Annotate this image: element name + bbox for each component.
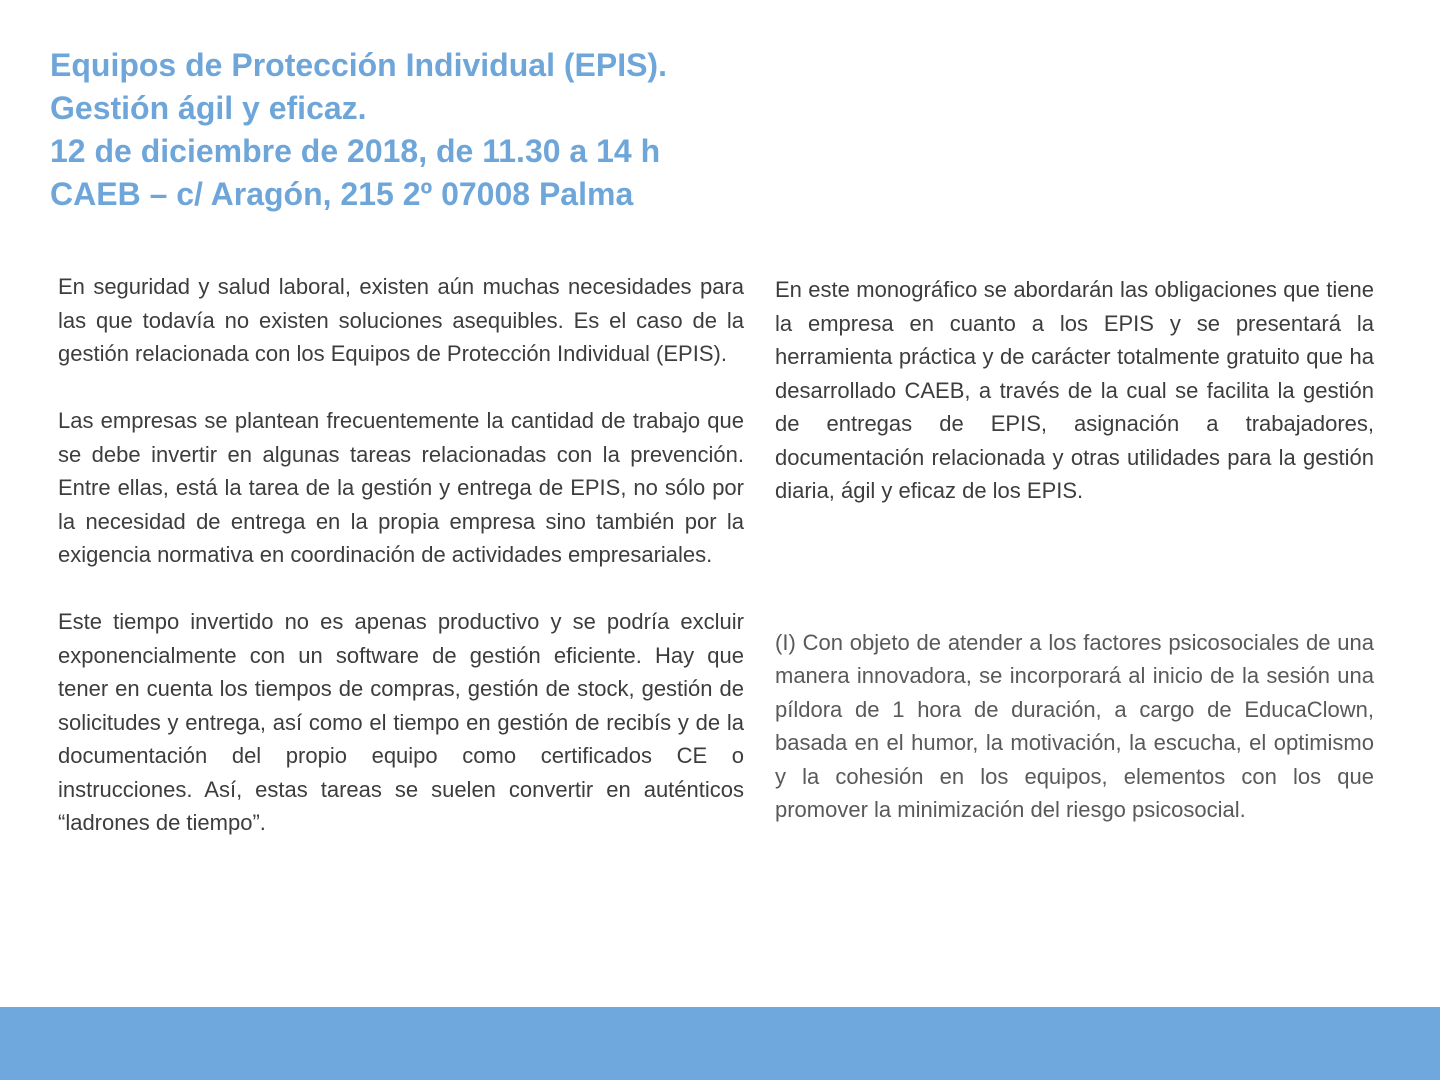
left-text-column xyxy=(58,270,744,873)
intro-paragraph: En seguridad y salud laboral, existen aún muchas necesidades para las que todavía no existen soluciones asequibles. Es el caso de la gestión relacionada con los Equipos de Protección Individual (EPIS). xyxy=(58,274,744,366)
event-title: Equipos de Protección Individual (EPIS). xyxy=(50,47,667,83)
time-invested-paragraph: Este tiempo invertido no es apenas productivo y se podría excluir exponencialmente con un software de gestión eficiente. Hay que tener en cuenta los tiempos de compras, gestión de stock, gestión de solicitudes y entrega, así como el tiempo en gestión de recibís y de la documentación del propio equipo como certificados CE o instrucciones. Así, estas tareas se suelen convertir en auténticos “ladrones de tiempo”. xyxy=(58,609,744,835)
right-text-column xyxy=(775,273,1374,860)
event-header xyxy=(50,44,950,216)
event-date-time: 12 de diciembre de 2018, de 11.30 a 14 h xyxy=(50,133,661,169)
monograph-paragraph: En este monográfico se abordarán las obligaciones que tiene la empresa en cuanto a los EPIS y se presentará la herramienta práctica y de carácter totalmente gratuito que ha desarrollado CAEB, a través de la cual se facilita la gestión de entregas de EPIS, asignación a trabajadores, documentación relacionada y otras utilidades para la gestión diaria, ágil y eficaz de los EPIS. xyxy=(775,277,1374,503)
event-subtitle: Gestión ágil y eficaz. xyxy=(50,90,367,126)
footer-bar xyxy=(0,1007,1440,1080)
psychosocial-note-paragraph: (I) Con objeto de atender a los factores psicosociales de una manera innovadora, se incorporará al inicio de la sesión una píldora de 1 hora de duración, a cargo de EducaClown, basada en el humor, la motivación, la escucha, el optimismo y la cohesión en los equipos, elementos con los que promover la minimización del riesgo psicosocial. xyxy=(775,629,1374,822)
companies-paragraph: Las empresas se plantean frecuentemente la cantidad de trabajo que se debe invertir en algunas tareas relacionadas con la prevención. Entre ellas, está la tarea de la gestión y entrega de EPIS, no sólo por la necesidad de entrega en la propia empresa sino también por la exigencia normativa en coordinación de actividades empresariales. xyxy=(58,408,744,567)
event-location: CAEB – c/ Aragón, 215 2º 07008 Palma xyxy=(50,176,634,212)
